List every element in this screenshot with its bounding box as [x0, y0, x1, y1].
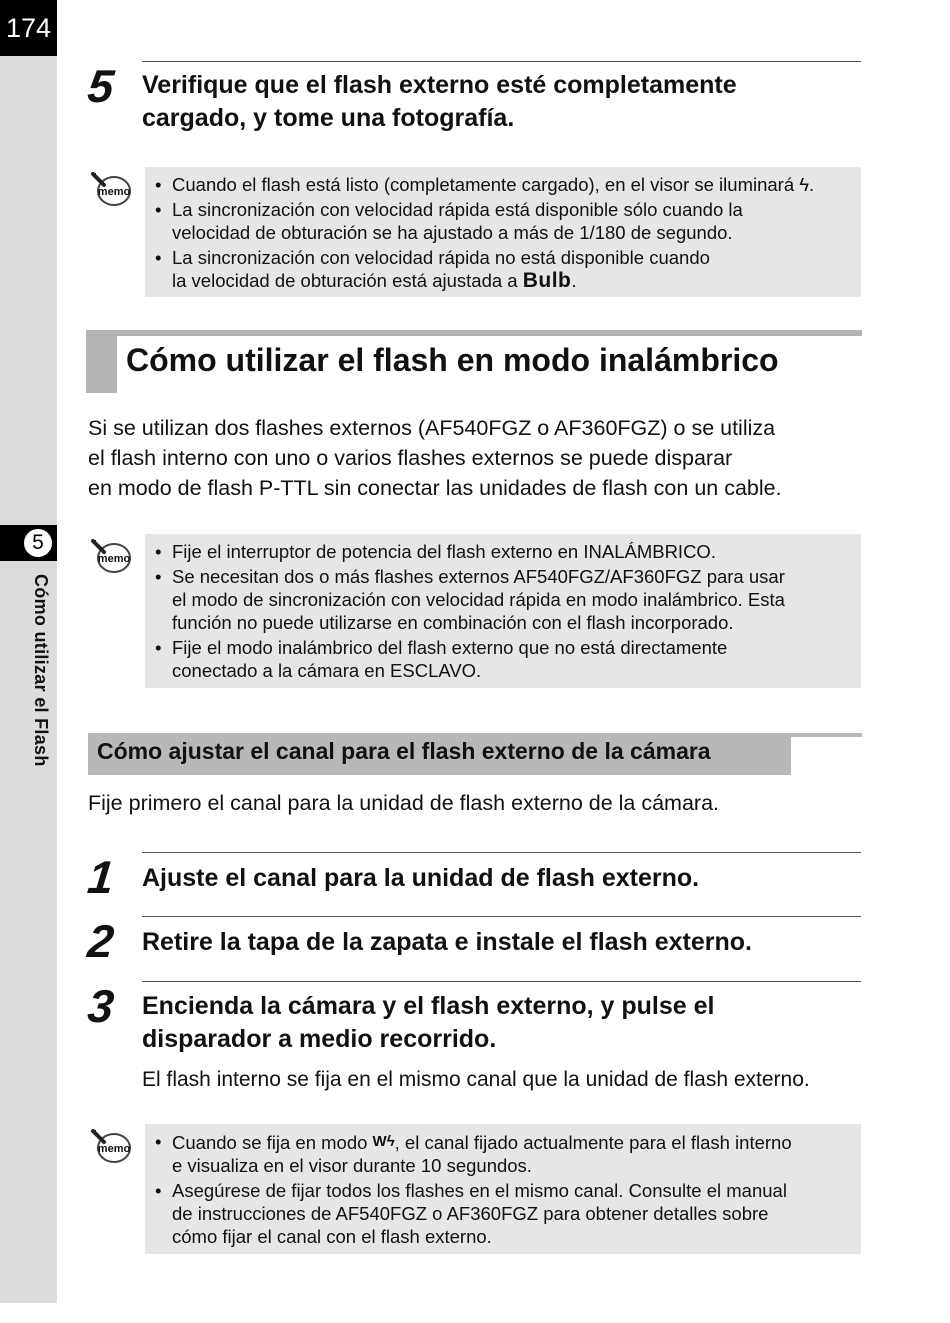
chapter-number: 5 [23, 528, 53, 558]
memo-line: el modo de sincronización con velocidad rápida en modo inalámbrico. Esta [172, 589, 785, 610]
section-header-block [86, 330, 117, 393]
step-title: Ajuste el canal para la unidad de flash externo. [142, 864, 700, 892]
step-title [142, 69, 737, 135]
memo-line: • Fije el modo inalámbrico del flash externo que no está directamente [172, 637, 728, 658]
memo-item [172, 173, 851, 196]
memo-icon [90, 1128, 132, 1166]
memo-line: conectado a la cámara en ESCLAVO. [172, 660, 482, 681]
subsection-intro: Fije primero el canal para la unidad de flash externo de la cámara. [88, 791, 720, 815]
memo-line: • La sincronización con velocidad rápida está disponible sólo cuando la [172, 199, 743, 220]
memo-box-1 [145, 167, 861, 297]
subsection-header-rule [791, 733, 862, 737]
memo-line: Cuando el flash está listo (completamente cargado), en el visor se iluminará ϟ. [172, 174, 815, 195]
memo-line-text: . [571, 270, 577, 291]
memo-item [172, 540, 851, 563]
step-number: 1 [85, 851, 117, 903]
memo-icon-label: memo [97, 553, 131, 565]
intro-line: Si se utilizan dos flashes externos (AF540FGZ o AF360FGZ) o se utiliza [88, 416, 776, 440]
step-title-line: Encienda la cámara y el flash externo, y pulse el [142, 992, 715, 1020]
memo-line [172, 1130, 851, 1154]
section-header [86, 330, 862, 393]
bottom-margin [0, 1303, 57, 1323]
memo-line: • Se necesitan dos o más flashes externos AF540FGZ/AF360FGZ para usar [172, 566, 785, 587]
memo-item [172, 198, 851, 244]
memo-item [172, 565, 851, 634]
memo-line: • Asegúrese de fijar todos los flashes en el mismo canal. Consulte el manual [172, 1180, 787, 1201]
step-title-line: Verifique que el flash externo esté completamente [142, 71, 737, 99]
memo-line: e visualiza en el visor durante 10 segundos. [172, 1155, 532, 1176]
memo-line: cómo fijar el canal con el flash externo. [172, 1226, 492, 1247]
step-number: 5 [85, 60, 117, 112]
step-2 [85, 915, 861, 972]
memo-item [172, 246, 851, 292]
step-3 [85, 980, 861, 1061]
step-1 [85, 851, 861, 908]
section-title: Cómo utilizar el flash en modo inalámbrico [126, 342, 779, 378]
step-rule [142, 61, 861, 62]
step-title: Retire la tapa de la zapata e instale el flash externo. [142, 928, 752, 956]
memo-line-text: la velocidad de obturación está ajustada a [172, 270, 523, 291]
wireless-flash-mode-icon: Wϟ [372, 1133, 395, 1150]
bulb-mode-text: Bulb [522, 269, 572, 292]
step-rule [142, 916, 861, 917]
step-number: 3 [85, 980, 117, 1032]
memo-icon [90, 171, 132, 209]
section-intro [88, 413, 878, 503]
step-number: 2 [85, 915, 117, 967]
step-rule [142, 852, 861, 853]
memo-line: velocidad de obturación se ha ajustado a más de 1/180 de segundo. [172, 222, 733, 243]
memo-item [172, 1130, 851, 1177]
memo-line: función no puede utilizarse en combinación con el flash incorporado. [172, 612, 734, 633]
memo-icon [90, 538, 132, 576]
memo-line [172, 269, 851, 292]
intro-line: en modo de flash P-TTL sin conectar las unidades de flash con un cable. [88, 476, 782, 500]
step-5 [85, 60, 861, 141]
memo-line-text: Cuando se fija en modo [172, 1132, 373, 1153]
intro-line: el flash interno con uno o varios flashes externos se puede disparar [88, 446, 733, 470]
subsection-title: Cómo ajustar el canal para el flash externo de la cámara [97, 738, 711, 764]
memo-icon-label: memo [97, 186, 131, 198]
step-title-line: cargado, y tome una fotografía. [142, 104, 515, 132]
step-title [142, 990, 715, 1056]
memo-item [172, 636, 851, 682]
memo-item [172, 1179, 851, 1248]
subsection-header [88, 733, 862, 775]
section-header-rule [116, 330, 862, 336]
memo-line: • La sincronización con velocidad rápida no está disponible cuando [172, 247, 710, 268]
step-title-line: disparador a medio recorrido. [142, 1025, 497, 1053]
step-3-description: El flash interno se fija en el mismo canal que la unidad de flash externo. [142, 1068, 810, 1091]
step-rule [142, 981, 861, 982]
memo-line-text: , el canal fijado actualmente para el flash interno [394, 1132, 792, 1153]
memo-icon-label: memo [97, 1143, 131, 1155]
memo-box-2 [145, 534, 861, 688]
memo-line: Fije el interruptor de potencia del flash externo en INALÁMBRICO. [172, 541, 716, 562]
memo-box-3 [145, 1124, 861, 1254]
page-number: 174 [0, 0, 57, 56]
memo-line: de instrucciones de AF540FGZ o AF360FGZ para obtener detalles sobre [172, 1203, 769, 1224]
chapter-title-vertical: Cómo utilizar el Flash [31, 574, 51, 767]
